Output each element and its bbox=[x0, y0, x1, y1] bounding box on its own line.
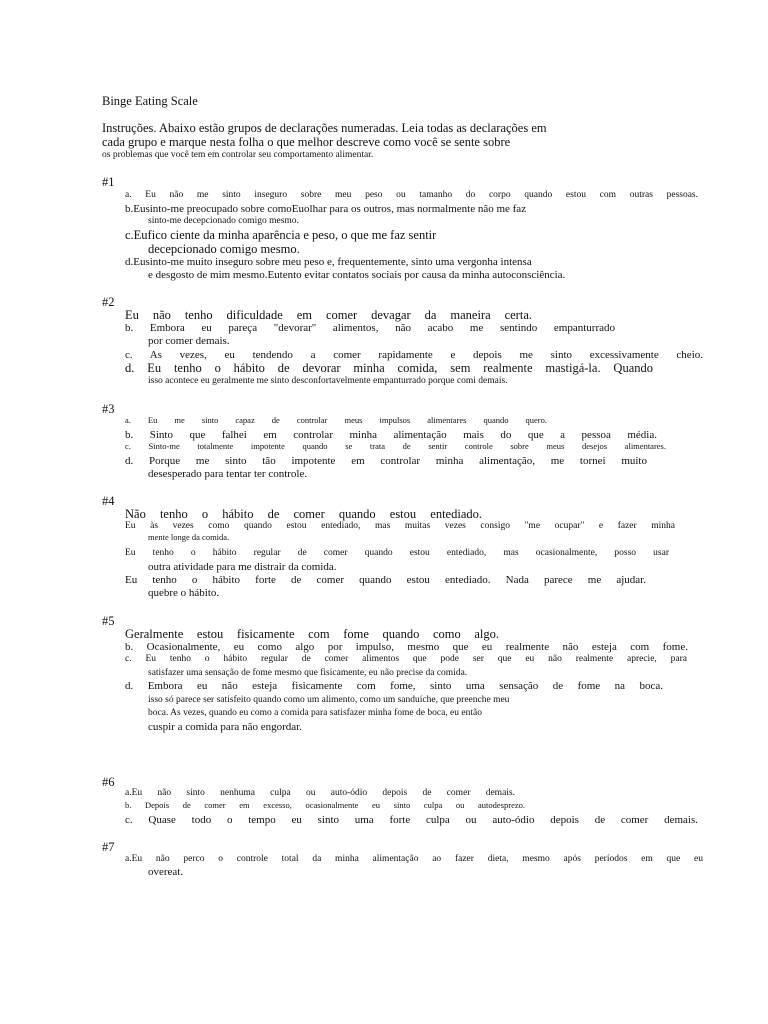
statement-line: a.Eu não perco o controle total da minha alimentação ao fazer dieta, mesmo após períodos em que eu bbox=[125, 854, 703, 864]
statement-line: satisfazer uma sensação de fome mesmo que fisicamente, eu não precise da comida. bbox=[148, 668, 468, 678]
statement-line: b. Embora eu pareça "devorar" alimentos, não acabo me sentindo empanturrado bbox=[125, 322, 615, 334]
statement-line: boca. As vezes, quando eu como a comida para satisfazer minha fome de boca, eu então bbox=[148, 708, 482, 718]
question-number: #6 bbox=[102, 775, 115, 789]
question-number: #5 bbox=[102, 614, 115, 628]
statement-line: Eu às vezes como quando estou entediado, mas muitas vezes consigo "me ocupar" e fazer minha bbox=[125, 521, 675, 531]
statement-line: c. Eu tenho o hábito regular de comer alimentos que pode ser que eu não realmente aprecie, para bbox=[125, 654, 687, 664]
statement-line: isso acontece eu geralmente me sinto desconfortavelmente empanturrado porque comi demais. bbox=[148, 376, 508, 386]
statement-line: por comer demais. bbox=[148, 335, 230, 347]
statement-line: Eu tenho o hábito regular de comer quando estou entediado, mas ocasionalmente, posso usar bbox=[125, 548, 669, 558]
statement-line: Não tenho o hábito de comer quando estou entediado. bbox=[125, 507, 482, 521]
statement-line: e desgosto de mim mesmo.Eutento evitar contatos sociais por causa da minha autoconsciência. bbox=[148, 269, 566, 281]
statement-line: c.Eufico ciente da minha aparência e peso, o que me faz sentir bbox=[125, 228, 437, 242]
statement-line: Eu não tenho dificuldade em comer devagar da maneira certa. bbox=[125, 308, 532, 322]
statement-line: a. Eu não me sinto inseguro sobre meu peso ou tamanho do corpo quando estou com outras pessoas. bbox=[125, 190, 698, 200]
statement-line: d.Eusinto-me muito inseguro sobre meu peso e, frequentemente, sinto uma vergonha intensa bbox=[125, 256, 532, 268]
statement-line: a. Eu me sinto capaz de controlar meus impulsos alimentares quando quero. bbox=[125, 416, 547, 425]
statement-line: overeat. bbox=[148, 866, 184, 878]
statement-line: c. Sinto-me totalmente impotente quando se trata de sentir controle sobre meus desejos alimentares. bbox=[125, 442, 666, 451]
statement-line: d. Eu tenho o hábito de devorar minha comida, sem realmente mastigá-la. Quando bbox=[125, 361, 653, 375]
instructions-line-1: Instruções. Abaixo estão grupos de declarações numeradas. Leia todas as declarações em bbox=[102, 121, 547, 135]
statement-line: d. Porque me sinto tão impotente em controlar minha alimentação, me tornei muito bbox=[125, 455, 647, 467]
statement-line: b. Ocasionalmente, eu como algo por impulso, mesmo que eu realmente não esteja com fome. bbox=[125, 641, 688, 653]
statement-line: c. Quase todo o tempo eu sinto uma forte culpa ou auto-ódio depois de comer demais. bbox=[125, 814, 698, 826]
document-title: Binge Eating Scale bbox=[102, 94, 198, 108]
question-number: #7 bbox=[102, 840, 115, 854]
statement-line: cuspir a comida para não engordar. bbox=[148, 721, 302, 733]
statement-line: quebre o hábito. bbox=[148, 587, 220, 599]
statement-line: b. Sinto que falhei em controlar minha alimentação mais do que a pessoa média. bbox=[125, 429, 657, 441]
question-number: #3 bbox=[102, 402, 115, 416]
statement-line: decepcionado comigo mesmo. bbox=[148, 242, 300, 256]
statement-line: a.Eu não sinto nenhuma culpa ou auto-ódio depois de comer demais. bbox=[125, 788, 515, 798]
statement-line: b.Eusinto-me preocupado sobre comoEuolhar para os outros, mas normalmente não me faz bbox=[125, 203, 527, 215]
statement-line: sinto-me decepcionado comigo mesmo. bbox=[148, 216, 299, 226]
statement-line: Geralmente estou fisicamente com fome quando como algo. bbox=[125, 627, 499, 641]
statement-line: c. As vezes, eu tendendo a comer rapidamente e depois me sinto excessivamente cheio. bbox=[125, 349, 703, 361]
question-number: #2 bbox=[102, 295, 115, 309]
statement-line: d. Embora eu não esteja fisicamente com fome, sinto uma sensação de fome na boca. bbox=[125, 680, 663, 692]
question-number: #4 bbox=[102, 494, 115, 508]
statement-line: isso só parece ser satisfeito quando como um alimento, como um sanduíche, que preenche meu bbox=[148, 695, 510, 705]
statement-line: desesperado para tentar ter controle. bbox=[148, 468, 308, 480]
statement-line: mente longe da comida. bbox=[148, 533, 230, 542]
instructions-line-2: cada grupo e marque nesta folha o que melhor descreve como você se sente sobre bbox=[102, 135, 511, 149]
statement-line: Eu tenho o hábito forte de comer quando estou entediado. Nada parece me ajudar. bbox=[125, 574, 646, 586]
question-number: #1 bbox=[102, 175, 115, 189]
statement-line: outra atividade para me distrair da comida. bbox=[148, 561, 337, 573]
statement-line: b. Depois de comer em excesso, ocasionalmente eu sinto culpa ou autodesprezo. bbox=[125, 801, 525, 810]
instructions-line-3: os problemas que você tem em controlar seu comportamento alimentar. bbox=[102, 150, 374, 160]
